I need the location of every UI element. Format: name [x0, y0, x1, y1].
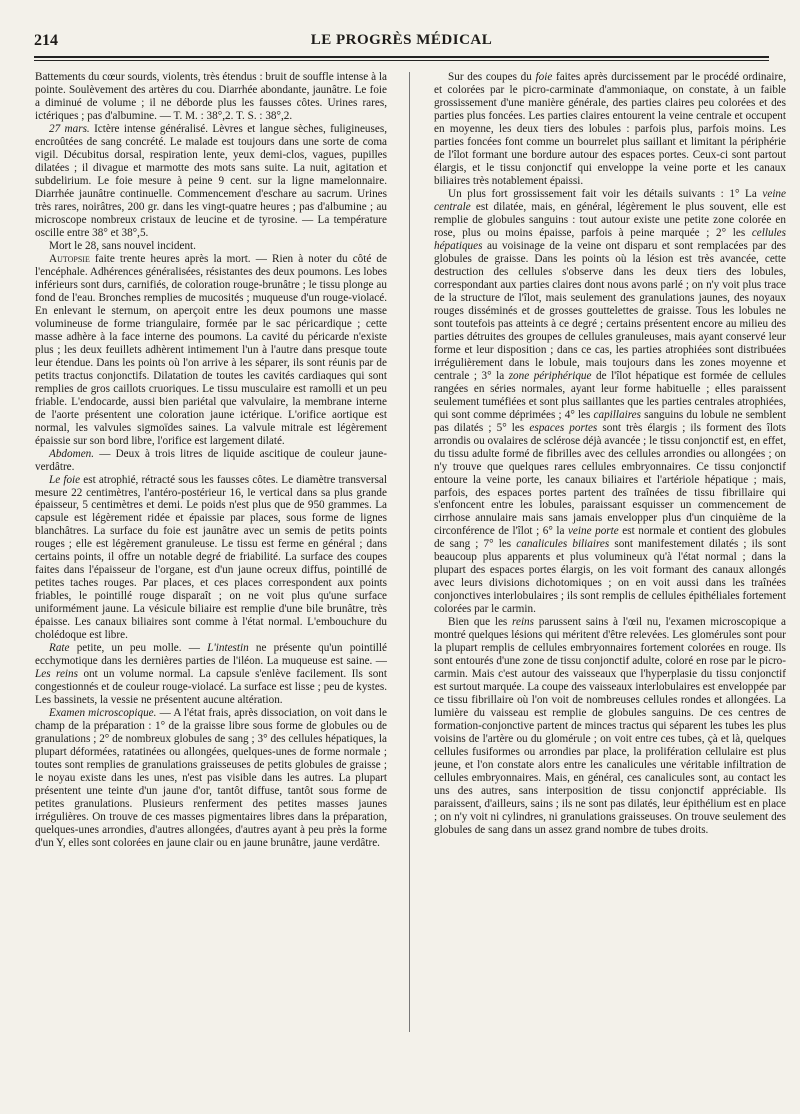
section-label: Abdomen. — [49, 447, 95, 460]
date-label: 27 mars. — [49, 122, 90, 135]
page-header — [34, 30, 769, 62]
paragraph: 27 mars. Ictère intense généralisé. Lèvres et langue sèches, fuligineuses, encroûtées de sang concrété. Le malade est toujours dans une sorte de coma vigil. Décubitus dorsal, respiration lente, yeux demi-clos, vagues, pupilles dilatées ; il divague et marmotte des mots sans suite. La nuit, agitation et subdelirium. Le foie mesure à peine 9 cent. sur la ligne mamelonnaire. Diarrhée jaunâtre continuelle. Commencement d'eschare au sacrum. Urines très rares, noirâtres, 200 gr. dans les vingt-quatre heures ; pas d'albumine ; au microscope nombreux cristaux de leucine et de tyrosine. — La température oscille entre 38° et 38°,5. — [35, 122, 387, 239]
paragraph: Bien que les reins parussent sains à l'œil nu, l'examen microscopique a montré quelques lésions qui méritent d'être relevées. Les glomérules sont pour la plupart remplis de cellules embryonnaires fortement colorées en rouge. Ils sont entourés d'une zone de tissu conjonctif adulte, coloré en rose par le picro-carmin. Mais c'est autour des vaisseaux que l'hyperplasie du tissu conjonctif est surtout marquée. La coupe des vaisseaux interlobulaires est enveloppée par ce tissu fibrillaire où l'on voit de nombreuses cellules rondes et allongées. La lumière du vaisseau est remplie de globules sanguins. De ces centres de formation-conjonctive partent de minces tractus qui séparent les tubes les plus voisins de l'artère ou du glomérule ; on voit entre ces tubes, çà et là, quelques cellules fusiformes ou arrondies par place, la prolifération cellulaire est plus jeune, et l'on constate alors entre les canalicules une véritable infiltration de cellules embryonnaires. Mais, en général, ces canalicules sont, au contact les uns des autres, sans interposition de tissu conjonctif appréciable. Ils paraissent, d'ailleurs, sains ; ils ne sont pas dilatés, leur épithélium est en place ; on n'y voit ni cylindres, ni granulations graisseuses. On trouve seulement des globules de sang dans un assez grand nombre de tubes droits. — [434, 616, 786, 837]
right-column — [434, 71, 786, 1107]
paragraph: Sur des coupes du foie faites après durcissement par le procédé ordinaire, et colorées par le picro-carminate d'ammoniaque, on constate, à un faible grossissement d'une manière générale, des parties claires peu colorées et des parties plus foncées. Les parties claires entourent la veine centrale et occupent en moyenne, les deux tiers des lobules : parfois plus, parfois moins. Les parties foncées font comme un bourrelet plus saillant et limitant la périphérie de l'îlot formant une bordure autour des espaces portes. Ceux-ci sont partout élargis, et le tissu conjonctif qui enveloppe la veine porte et les canaux biliaires très notablement épaissi. — [434, 71, 786, 187]
journal-title: LE PROGRÈS MÉDICAL — [310, 32, 493, 48]
paragraph: Le foie est atrophié, rétracté sous les fausses côtes. Le diamètre transversal mesure 22 centimètres, l'antéro-postérieur 16, le vertical dans sa plus grande épaisseur, 5 centimètres et demi. Le poids n'est plus que de 950 grammes. La capsule est légèrement ridée et épaissie par places, sous forme de lignes blanchâtres. La surface du foie est jaunâtre avec un semis de petits points rouges ; elle est légèrement granuleuse. Le tissu est ferme en général ; dans certains points, il offre un notable degré de friabilité. La surface des coupes faites dans l'épaisseur de l'organe, est d'un jaune ocreux diffus, pointillé de petites taches rouges. Par places, et ces places correspondent aux points friables, le pointillé rouge disparaît ; on ne voit plus qu'une surface uniformément jaune. La vésicule biliaire est remplie d'une bile brunâtre, très épaisse. Les canaux biliaires sont comme à l'état normal. L'embouchure du cholédoque est libre. — [35, 473, 387, 642]
section-label: Les reins — [35, 668, 78, 681]
section-label: L'intestin — [207, 642, 249, 655]
header-rule — [34, 56, 769, 61]
paragraph: Rate petite, un peu molle. — L'intestin ne présente qu'un pointillé ecchymotique dans les dernières parties de l'iléon. La muqueuse est saine. — Les reins ont un volume normal. La capsule s'enlève facilement. Ils sont congestionnés et de couleur rouge-violacé. La surface est lisse ; peu de kystes. Les bassinets, la vessie ne présentent aucune altération. — [35, 642, 387, 707]
paragraph: Abdomen. — Deux à trois litres de liquide ascitique de couleur jaune-verdâtre. — [35, 447, 387, 473]
page-number: 214 — [34, 32, 58, 49]
paragraph: Autopsie faite trente heures après la mort. — Rien à noter du côté de l'encéphale. Adhérences généralisées, résistantes des deux poumons. Les lobes inférieurs sont durs, carnifiés, de coloration rouge-brunâtre ; le tissu plonge au fond de l'eau. Bronches remplies de mucosités ; muqueuse d'un rouge-violacé. En enlevant le sternum, on aperçoit entre les deux poumons une masse volumineuse de forme triangulaire, formée par le sac péricardique ; cette masse adhère à la face interne des poumons. La cavité du péricarde n'existe plus ; les deux feuillets adhèrent intimement l'un à l'autre dans presque toute leur étendue. Dans les points où l'on arrive à les séparer, ils sont réunis par de petits tractus conjonctifs. Dilatation de toutes les cavités cardiaques qui sont remplies de gros caillots cruoriques. Le tissu musculaire est ramolli et un peu friable. L'endocarde, aussi bien pariétal que valvulaire, la membrane interne de l'aorte présentent une coloration jaune ictérique. L'orifice aortique est normal, les valvules sigmoïdes saines. La valvule mitrale est légèrement épaissie sur son bord libre, l'orifice est largement dilaté. — [35, 252, 387, 447]
paragraph: Mort le 28, sans nouvel incident. — [49, 239, 196, 252]
paragraph: Un plus fort grossissement fait voir les détails suivants : 1° La veine centrale est dilatée, mais, en général, légèrement le plus souvent, elle est remplie de globules sanguins : tout autour existe une petite zone colorée en rose, plus ou moins épaisse, parfois à peine marquée ; 2° les cellules hépatiques au voisinage de la veine ont disparu et sont remplacées par des globules de graisse. Dans les points où la lésion est très avancée, cette destruction des cellules s'observe dans les deux tiers des lobules, correspondant aux parties claires dont nous avons parlé ; on n'y voit plus trace de la structure de l'îlot, mais seulement des granulations jaunes, des noyaux rouges disséminés et de grosses gouttelettes de graisse. Tous les lobules ne sont toutefois pas atteints à ce degré ; certains présentent encore au milieu des parties détruites des groupes de cellules granuleuses, mais ayant conservé leur forme et leur disposition ; dans ce cas, les parties atrophiées sont distribuées irrégulièrement dans le lobule, mais toujours dans les zones moyenne et centrale ; 3° la zone périphérique de l'îlot hépatique est formée de cellules rangées en séries normales, ayant leur forme habituelle ; elles paraissent seulement tuméfiées et sont plus saillantes que les parties centrales atrophiées, qui sont comme déprimées ; 4° les capillaires sanguins du lobule ne semblent pas dilatés ; 5° les espaces portes sont très élargis ; ils forment des îlots arrondis ou ovalaires de sclérose déjà avancée ; le tissu conjonctif est, en effet, du tissu adulte formé de fibrilles avec des cellules arrondies ou allongées ; on n'y trouve que quelques rares cellules embryonnaires. Ce tissu conjonctif entoure la veine porte, les canaux biliaires et l'artériole hépatique ; mais, parfois, des espaces portes partent des traînées de tissu fibrillaire qui s'enfoncent entre les lobules, paraissant esquisser un commencement de cirrhose annulaire mais sans jamais envelopper plus d'un cinquième de la circonférence de l'îlot ; 6° la veine porte est normale et contient des globules de sang ; 7° les canalicules biliaires sont manifestement dilatés ; ils sont beaucoup plus apparents et plus volumineux qu'à l'état normal ; dans la plupart des espaces portes élargis, on les voit formant des canaux allongés avec leurs divisions dichotomiques ; on en voit aussi dans les traînées conjonctives interlobulaires ; ils sont remplis de cellules épithéliales fortement colorées par le carmin. — [434, 187, 786, 616]
section-label: Examen microscopique. — [49, 707, 157, 720]
left-column — [35, 71, 387, 1107]
paragraph: Examen microscopique. — A l'état frais, après dissociation, on voit dans le champ de la préparation : 1° de la graisse libre sous forme de globules ou de granulations ; 2° de nombreux globules de sang ; 3° des cellules hépatiques, la plupart déformées, ratatinées ou allongées, quelques-unes de forme normale ; toutes sont remplies de granulations graisseuses de petits globules de graisse ; le noyau existe dans les unes, n'est pas visible dans les autres. La plupart présentent une teinte d'un jaune d'or, tantôt diffuse, tantôt sous forme de petites granulations. Plusieurs renferment des petites masses jaunes irrégulières. On trouve de ces masses pigmentaires libres dans la préparation, quelques-unes arrondies, d'autres allongées, d'autres ayant à peu près la forme d'un Y, elles sont colorées en jaune clair ou en jaune brunâtre, jaune verdâtre. — [35, 707, 387, 850]
column-divider — [409, 72, 410, 1032]
section-label: Autopsie — [49, 252, 90, 265]
section-label: Le foie — [49, 473, 81, 486]
paragraph: Battements du cœur sourds, violents, très étendus : bruit de souffle intense à la pointe. Soulèvement des artères du cou. Diarrhée abondante, jaunâtre. Le foie a diminué de volume ; il ne déborde plus les fausses côtes. Urines rares, ictériques ; pas d'albumine. — T. M. : 38°,2. T. S. : 38°,2. — [35, 71, 387, 122]
section-label: Rate — [49, 642, 70, 655]
